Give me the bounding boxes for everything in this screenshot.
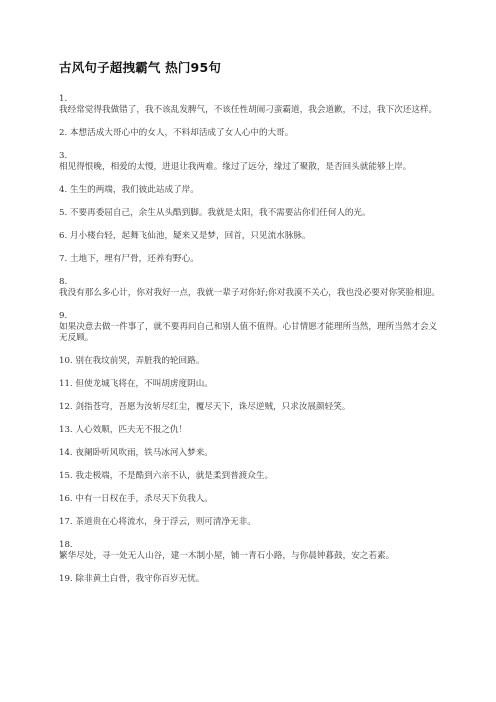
quote-entry — [59, 128, 443, 139]
quote-number: 14. — [59, 448, 73, 458]
quote-list — [59, 94, 443, 585]
quote-number: 16. — [59, 494, 73, 504]
quote-entry — [59, 277, 443, 299]
document-title: 古风句子超拽霸气 热门95句 — [59, 60, 222, 75]
quote-entry — [59, 448, 443, 459]
quote-text: 别在我坟前哭，弄脏我的轮回路。 — [72, 356, 205, 366]
quote-text: 人心效顺，匹夫无不报之仇！ — [72, 425, 188, 435]
quote-number: 1. — [59, 94, 68, 104]
quote-text: 但使龙城飞将在，不叫胡虏度阴山。 — [72, 379, 213, 389]
quote-text: 月小楼台轻，起舞飞仙池，疑来又是梦，回首，只见流水脉脉。 — [67, 231, 311, 241]
quote-text: 我走极端，不是酷到六亲不认，就是柔到普渡众生。 — [72, 471, 274, 481]
quote-number: 19. — [59, 574, 73, 584]
quote-number: 15. — [59, 471, 73, 481]
quote-text: 相见得恨晚，相爱的太慢，进退让我两难。缘过了远分，缘过了聚散，是否回头就能够上岸。 — [59, 162, 412, 172]
quote-entry — [59, 494, 443, 505]
quote-entry — [59, 151, 443, 173]
quote-number: 5. — [59, 208, 68, 218]
quote-text: 我经常觉得我做错了，我不该乱发脾气，不该任性胡闹刁蛮霸道，我会道歉，不过，我下次还这样。 — [59, 105, 438, 115]
quote-number: 2. — [59, 128, 68, 138]
quote-entry — [59, 540, 443, 562]
quote-entry — [59, 574, 443, 585]
quote-number: 13. — [59, 425, 73, 435]
quote-text: 繁华尽处，寻一处无人山谷，建一木制小屋，铺一青石小路，与你晨钟暮鼓，安之若素。 — [59, 551, 395, 561]
quote-text: 中有一日权在手，杀尽天下负我人。 — [72, 494, 213, 504]
quote-entry — [59, 356, 443, 367]
quote-text: 茶道贵在心将流水，身于浮云，则可清净无非。 — [72, 517, 256, 527]
quote-text: 夜阑卧听风吹雨，铁马冰河入梦来。 — [72, 448, 213, 458]
quote-entry — [59, 185, 443, 196]
quote-entry — [59, 94, 443, 116]
quote-text: 如果决意去做一件事了，就不要再问自己和别人值不值得。心甘情愿才能理所当然，理所当然才会义无反顾。 — [59, 322, 438, 343]
quote-number: 12. — [59, 402, 73, 412]
quote-number: 9. — [59, 311, 68, 321]
quote-entry — [59, 425, 443, 436]
quote-text: 我没有那么多心计，你对我好一点，我就一辈子对你好;你对我漠不关心，我也没必要对你笑脸相迎。 — [59, 288, 441, 298]
quote-text: 除非黄土白骨，我守你百岁无忧。 — [72, 574, 205, 584]
quote-number: 18. — [59, 540, 73, 550]
quote-number: 7. — [59, 254, 68, 264]
quote-entry — [59, 517, 443, 528]
quote-number: 10. — [59, 356, 73, 366]
quote-entry — [59, 254, 443, 265]
quote-entry — [59, 379, 443, 390]
quote-number: 3. — [59, 151, 68, 161]
quote-text: 土地下，埋有尸骨，还养有野心。 — [67, 254, 199, 264]
quote-text: 剑指苍穹，吾愿为汝斩尽红尘，覆尽天下，诛尽逆贼，只求汝展颜轻笑。 — [72, 402, 351, 412]
quote-number: 17. — [59, 517, 73, 527]
quote-number: 11. — [59, 379, 73, 389]
quote-entry — [59, 402, 443, 413]
quote-number: 4. — [59, 185, 68, 195]
document-page — [59, 58, 443, 597]
quote-entry — [59, 208, 443, 219]
quote-text: 生生的两端，我们彼此站成了岸。 — [67, 185, 199, 195]
quote-entry — [59, 311, 443, 344]
quote-entry — [59, 231, 443, 242]
quote-text: 不要再委屈自己，余生从头酷到脚。我就是太阳，我不需要沾你们任何人的光。 — [67, 208, 371, 218]
quote-number: 6. — [59, 231, 68, 241]
quote-text: 本想活成大哥心中的女人，不料却活成了女人心中的大哥。 — [67, 128, 294, 138]
quote-entry — [59, 471, 443, 482]
quote-number: 8. — [59, 277, 68, 287]
